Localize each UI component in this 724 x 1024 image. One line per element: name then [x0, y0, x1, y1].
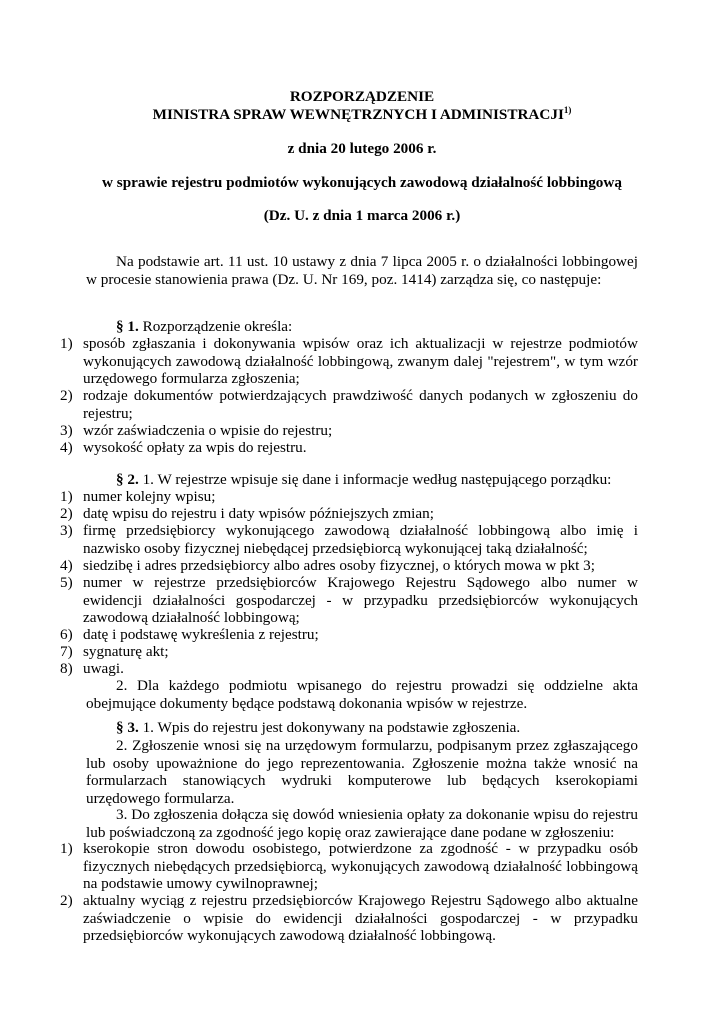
document-subject: w sprawie rejestru podmiotów wykonujących zawodową działalność lobbingową [102, 174, 622, 191]
preamble: Na podstawie art. 11 ust. 10 ustawy z dnia 7 lipca 2005 r. o działalności lobbingowej w procesie stanowienia prawa (Dz. U. Nr 169, poz. 1414) zarządza się, co następuje: [86, 253, 638, 288]
list-item: sposób zgłaszania i dokonywania wpisów oraz ich aktualizacji w rejestrze podmiotów wykonujących zawodową działalność lobbingową, zwanym dalej "rejestrem", w tym wzór urzędowego formularza zgłoszenia; [83, 335, 638, 387]
paragraph-1-intro-text: Rozporządzenie określa: [142, 318, 293, 335]
list-item: sygnaturę akt; [83, 643, 169, 660]
paragraph-3-section-1-text: 1. Wpis do rejestru jest dokonywany na podstawie zgłoszenia. [142, 719, 521, 736]
list-item: datę i podstawę wykreślenia z rejestru; [83, 626, 319, 643]
paragraph-2-section-2: 2. Dla każdego podmiotu wpisanego do rejestru prowadzi się oddzielne akta obejmujące dokumenty będące podstawą dokonania wpisów w rejestrze. [86, 677, 638, 712]
list-item-number: 3) [60, 522, 73, 539]
paragraph-1-intro [116, 318, 292, 336]
paragraph-3-section-1 [116, 719, 520, 737]
paragraph-2-mark: § 2. [116, 471, 139, 488]
list-item: kserokopie stron dowodu osobistego, potwierdzone za zgodność - w przypadku osób fizycznych niebędących przedsiębiorcą, wykonujących zawodową działalność lobbingową na podstawie umowy cywilnoprawnej; [83, 840, 638, 892]
list-item: datę wpisu do rejestru i daty wpisów późniejszych zmian; [83, 505, 434, 522]
list-item-number: 1) [60, 335, 73, 352]
paragraph-3-section-3: 3. Do zgłoszenia dołącza się dowód wniesienia opłaty za dokonanie wpisu do rejestru lub poświadczoną za zgodność jego kopię oraz zawierające dane podane w zgłoszeniu: [86, 806, 638, 841]
paragraph-3-mark: § 3. [116, 719, 139, 736]
list-item-number: 8) [60, 660, 73, 677]
list-item: siedzibę i adres przedsiębiorcy albo adres osoby fizycznej, o których mowa w pkt 3; [83, 557, 595, 574]
list-item: wysokość opłaty za wpis do rejestru. [83, 439, 307, 456]
list-item-number: 2) [60, 892, 73, 909]
paragraph-2-intro-text: 1. W rejestrze wpisuje się dane i informacje według następującego porządku: [142, 471, 612, 488]
list-item: uwagi. [83, 660, 124, 677]
list-item-number: 2) [60, 505, 73, 522]
list-item: firmę przedsiębiorcy wykonującego zawodową działalność lobbingową albo imię i nazwisko osoby fizycznej niebędącej przedsiębiorcą wykonującej taką działalność; [83, 522, 638, 557]
document-title: ROZPORZĄDZENIE [289, 88, 435, 105]
list-item-number: 5) [60, 574, 73, 591]
list-item: aktualny wyciąg z rejestru przedsiębiorców Krajowego Rejestru Sądowego albo aktualne zaświadczenie o wpisie do ewidencji działalności gospodarczej - w przypadku przedsiębiorców wykonujących zawodową działalność lobbingową. [83, 892, 638, 944]
paragraph-2-intro [116, 471, 611, 489]
list-item-number: 1) [60, 840, 73, 857]
list-item-number: 4) [60, 439, 73, 456]
list-item-number: 7) [60, 643, 73, 660]
list-item-number: 4) [60, 557, 73, 574]
list-item: rodzaje dokumentów potwierdzających prawdziwość danych podanych w zgłoszeniu do rejestru; [83, 387, 638, 422]
publication-reference: (Dz. U. z dnia 1 marca 2006 r.) [263, 207, 461, 224]
paragraph-1-mark: § 1. [116, 318, 139, 335]
list-item: numer kolejny wpisu; [83, 488, 216, 505]
ministry-name: MINISTRA SPRAW WEWNĘTRZNYCH I ADMINISTRACJI [152, 106, 564, 123]
list-item-number: 2) [60, 387, 73, 404]
list-item-number: 1) [60, 488, 73, 505]
paragraph-3-section-2: 2. Zgłoszenie wnosi się na urzędowym formularzu, podpisanym przez zgłaszającego lub osoby upoważnione do jego reprezentowania. Zgłoszenie można także wnosić na formularzach stanowiących wydruki komputerowe lub będących kserokopiami urzędowego formularza. [86, 737, 638, 807]
list-item: wzór zaświadczenia o wpisie do rejestru; [83, 422, 333, 439]
list-item-number: 3) [60, 422, 73, 439]
ministry-line [0, 106, 724, 124]
list-item-number: 6) [60, 626, 73, 643]
list-item: numer w rejestrze przedsiębiorców Krajowego Rejestru Sądowego albo numer w ewidencji działalności gospodarczej - w przypadku przedsiębiorców wykonujących zawodową działalność lobbingową; [83, 574, 638, 626]
document-date: z dnia 20 lutego 2006 r. [287, 140, 437, 157]
footnote-mark: 1) [563, 105, 572, 115]
